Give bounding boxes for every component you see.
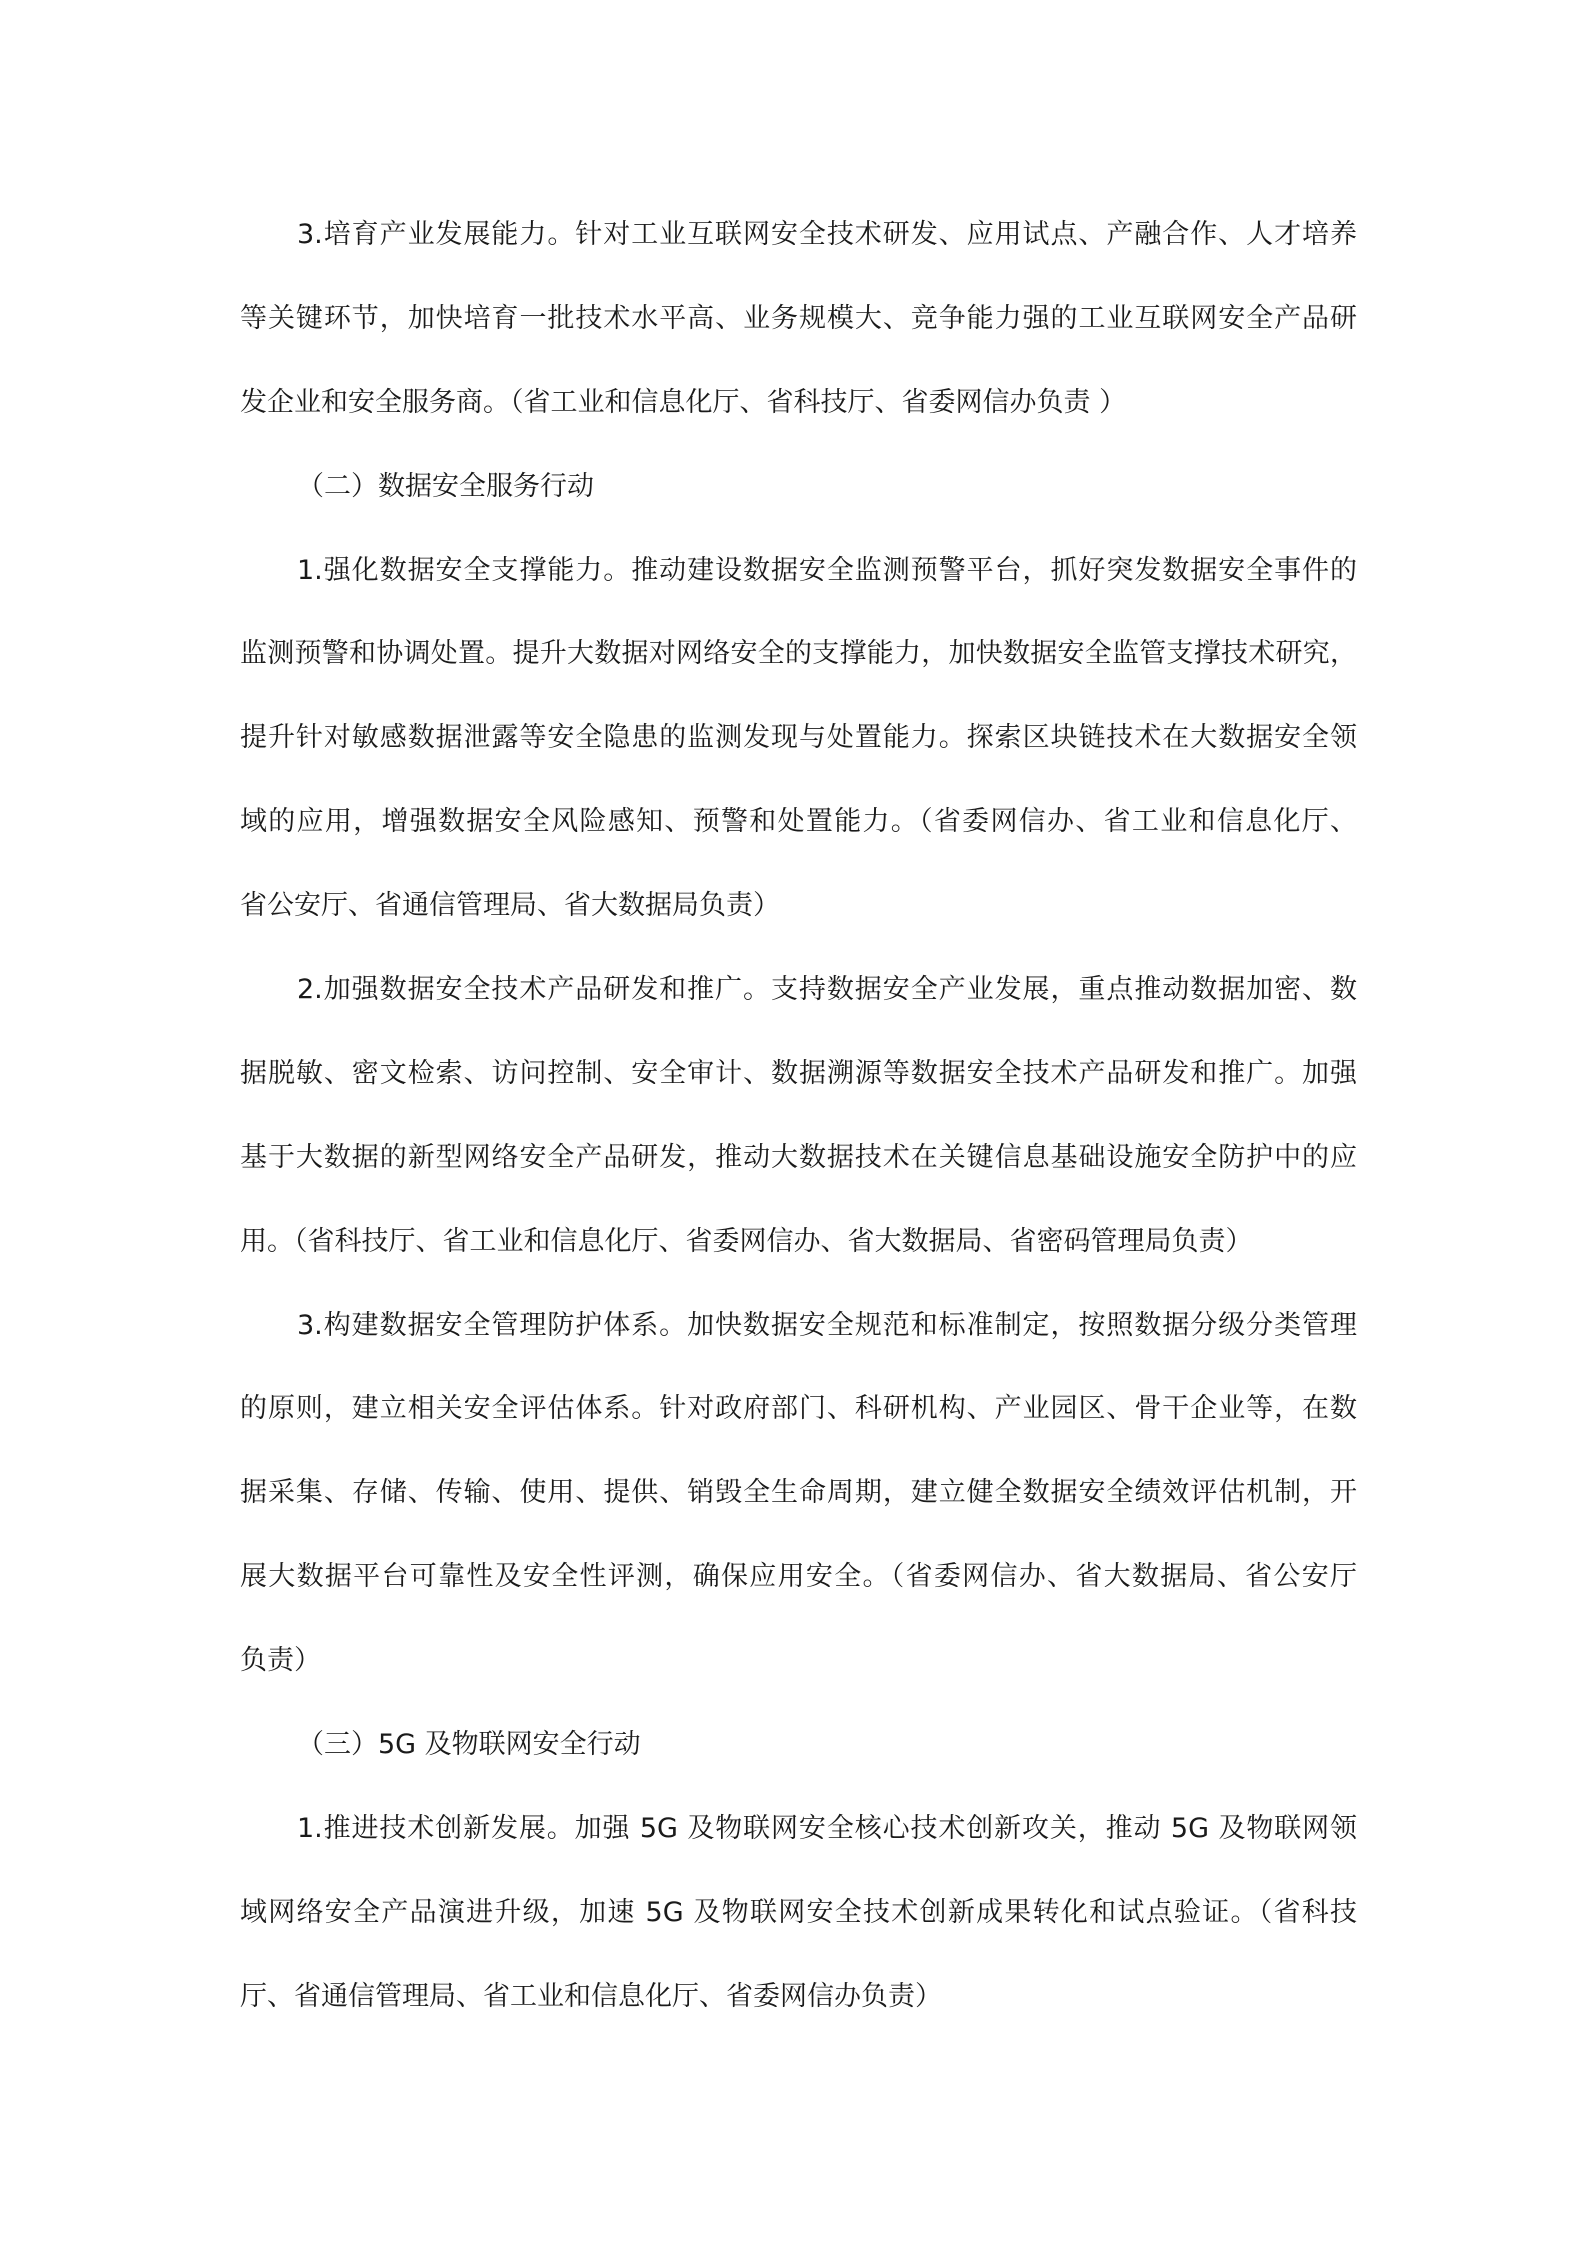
text-line: 发企业和安全服务商。（省工业和信息化厅、省科技厅、省委网信办负责 ） — [240, 386, 1127, 418]
text-line: 展大数据平台可靠性及安全性评测，确保应用安全。（省委网信办、省大数据局、省公安厅 — [240, 1561, 1357, 1593]
text-line: 据脱敏、密文检索、访问控制、安全审计、数据溯源等数据安全技术产品研发和推广。加强 — [240, 1057, 1357, 1089]
text-line: （三）5G 及物联网安全行动 — [297, 1729, 641, 1761]
text-line: 3.培育产业发展能力。针对工业互联网安全技术研发、应用试点、产融合作、人才培养 — [297, 219, 1357, 250]
document-page — [240, 193, 1357, 2039]
text-line: 域的应用，增强数据安全风险感知、预警和处置能力。（省委网信办、省工业和信息化厅、 — [240, 806, 1357, 838]
paragraph — [240, 948, 1357, 1284]
text-line: 1.强化数据安全支撑能力。推动建设数据安全监测预警平台，抓好突发数据安全事件的 — [297, 554, 1357, 586]
section-heading — [240, 1703, 1357, 1787]
text-line: 用。（省科技厅、省工业和信息化厅、省委网信办、省大数据局、省密码管理局负责） — [240, 1225, 1253, 1257]
section-heading — [240, 445, 1357, 529]
text-line: 省公安厅、省通信管理局、省大数据局负责） — [240, 890, 780, 922]
text-line: 域网络安全产品演进升级，加速 5G 及物联网安全技术创新成果转化和试点验证。（省科技 — [240, 1896, 1357, 1928]
text-line: 基于大数据的新型网络安全产品研发，推动大数据技术在关键信息基础设施安全防护中的应 — [240, 1141, 1357, 1173]
text-line: 2.加强数据安全技术产品研发和推广。支持数据安全产业发展，重点推动数据加密、数 — [297, 974, 1357, 1006]
paragraph — [240, 1787, 1357, 2039]
text-line: 的原则，建立相关安全评估体系。针对政府部门、科研机构、产业园区、骨干企业等，在数 — [240, 1393, 1357, 1425]
paragraph — [240, 1284, 1357, 1703]
text-line: 3.构建数据安全管理防护体系。加快数据安全规范和标准制定，按照数据分级分类管理 — [297, 1309, 1357, 1341]
paragraph — [240, 529, 1357, 948]
text-line: 1.推进技术创新发展。加强 5G 及物联网安全核心技术创新攻关，推动 5G 及物联网领 — [297, 1812, 1357, 1844]
text-line: 据采集、存储、传输、使用、提供、销毁全生命周期，建立健全数据安全绩效评估机制，开 — [240, 1477, 1357, 1509]
text-line: 提升针对敏感数据泄露等安全隐患的监测发现与处置能力。探索区块链技术在大数据安全领 — [240, 722, 1357, 754]
text-line: （二）数据安全服务行动 — [297, 470, 594, 502]
text-line: 负责） — [240, 1645, 321, 1677]
text-line: 监测预警和协调处置。提升大数据对网络安全的支撑能力，加快数据安全监管支撑技术研究， — [240, 638, 1357, 670]
paragraph — [240, 193, 1357, 445]
text-line: 厅、省通信管理局、省工业和信息化厅、省委网信办负责） — [240, 1980, 942, 2012]
text-line: 等关键环节，加快培育一批技术水平高、业务规模大、竞争能力强的工业互联网安全产品研 — [240, 302, 1357, 334]
